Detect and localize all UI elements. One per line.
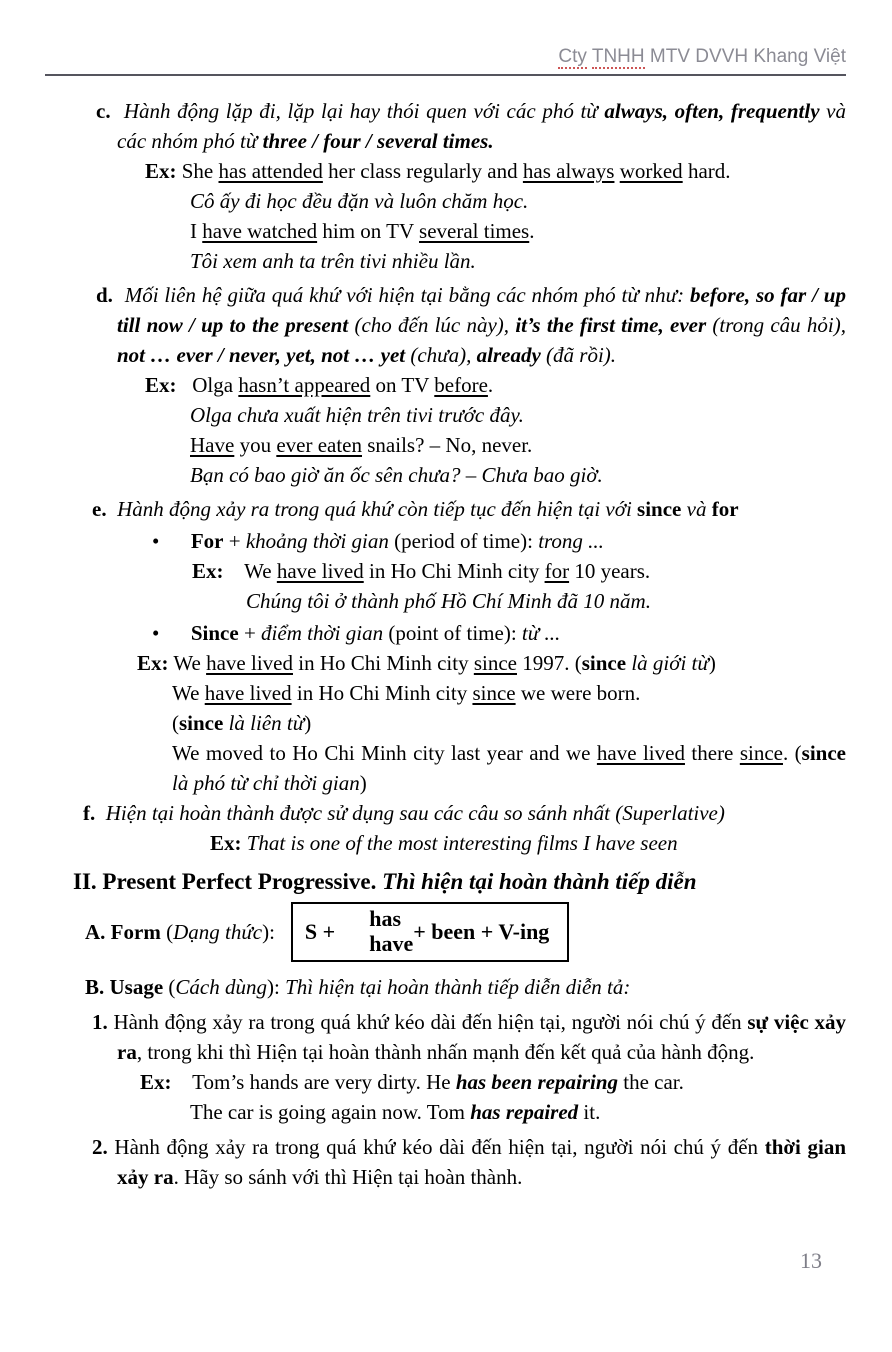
form-aux-have: have [369,931,414,956]
item-c-example-2: I have watched him on TV several times. [190,219,535,243]
item-d-example-2: Have you ever eaten snails? – No, never. [190,433,533,457]
since-example-2: We have lived in Ho Chi Minh city since we were born. [172,681,641,705]
since-example-1: Ex: We have lived in Ho Chi Minh city since 1997. (since là giới từ) [137,651,716,675]
item-e-heading: e. Hành động xảy ra trong quá khứ còn tiếp tục đến hiện tại với since và for [92,497,739,521]
form-aux-stack [369,906,413,956]
usage-item-1-example-2: The car is going again now. Tom has repaired it. [190,1100,601,1124]
bullet-since: • Since + điểm thời gian (point of time): từ ... [152,621,561,645]
form-box [291,902,569,962]
page-header-company: Cty TNHH MTV DVVH Khang Việt [45,46,846,76]
item-c-translation-2: Tôi xem anh ta trên tivi nhiều lần. [190,249,476,273]
item-d-translation-1: Olga chưa xuất hiện trên tivi trước đây. [190,403,524,427]
item-c-heading: c. Hành động lặp đi, lặp lại hay thói quen với các phó từ always, often, frequently và các nhóm phó từ three / four / several times. [96,99,846,153]
form-aux-has: has [369,906,401,931]
since-example-3: We moved to Ho Chi Minh city last year and we have lived there since. (since là phó từ chỉ thời gian) [172,741,846,795]
item-f-heading: f. Hiện tại hoàn thành được sử dụng sau các câu so sánh nhất (Superlative) [83,801,725,825]
usage-item-1: 1. Hành động xảy ra trong quá khứ kéo dài đến hiện tại, người nói chú ý đến sự việc xảy ra, trong khi thì Hiện tại hoàn thành nhấn mạnh đến kết quả của hành động. [92,1010,846,1064]
form-row [85,902,846,962]
for-example: Ex: We have lived in Ho Chi Minh city for 10 years. [192,559,651,583]
since-note-2: (since là liên từ) [172,711,312,735]
page-content [73,96,847,1192]
form-label: A. Form (Dạng thức): [85,920,275,944]
section-ii-title: II. Present Perfect Progressive. Thì hiện tại hoàn thành tiếp diễn [73,869,697,894]
item-d-example-1: Ex: Olga hasn’t appeared on TV before. [145,373,494,397]
item-d-translation-2: Bạn có bao giờ ăn ốc sên chưa? – Chưa bao giờ. [190,463,603,487]
page-number: 13 [800,1248,822,1273]
item-c-translation-1: Cô ấy đi học đều đặn và luôn chăm học. [190,189,529,213]
item-c-example-1: Ex: She has attended her class regularly and has always worked hard. [145,159,731,183]
usage-item-1-example-1: Ex: Tom’s hands are very dirty. He has been repairing the car. [140,1070,684,1094]
item-d-heading: d. Mối liên hệ giữa quá khứ với hiện tại bằng các nhóm phó từ như: before, so far / up till now / up to the present (cho đến lúc này), it’s the first time, ever (trong câu hỏi), not … ever / never, yet, not … yet (chưa), already (đã rồi). [96,283,847,367]
usage-item-2: 2. Hành động xảy ra trong quá khứ kéo dài đến hiện tại, người nói chú ý đến thời gian xảy ra. Hãy so sánh với thì Hiện tại hoàn thành. [92,1135,847,1189]
item-f-example: Ex: That is one of the most interesting films I have seen [210,831,678,855]
for-translation: Chúng tôi ở thành phố Hồ Chí Minh đã 10 năm. [246,589,651,613]
form-subject: S + [304,918,336,944]
form-rest: + been + V-ing [413,918,550,944]
usage-heading: B. Usage (Cách dùng): Thì hiện tại hoàn thành tiếp diễn diễn tả: [85,975,631,999]
bullet-for: • For + khoảng thời gian (period of time): trong ... [152,529,604,553]
